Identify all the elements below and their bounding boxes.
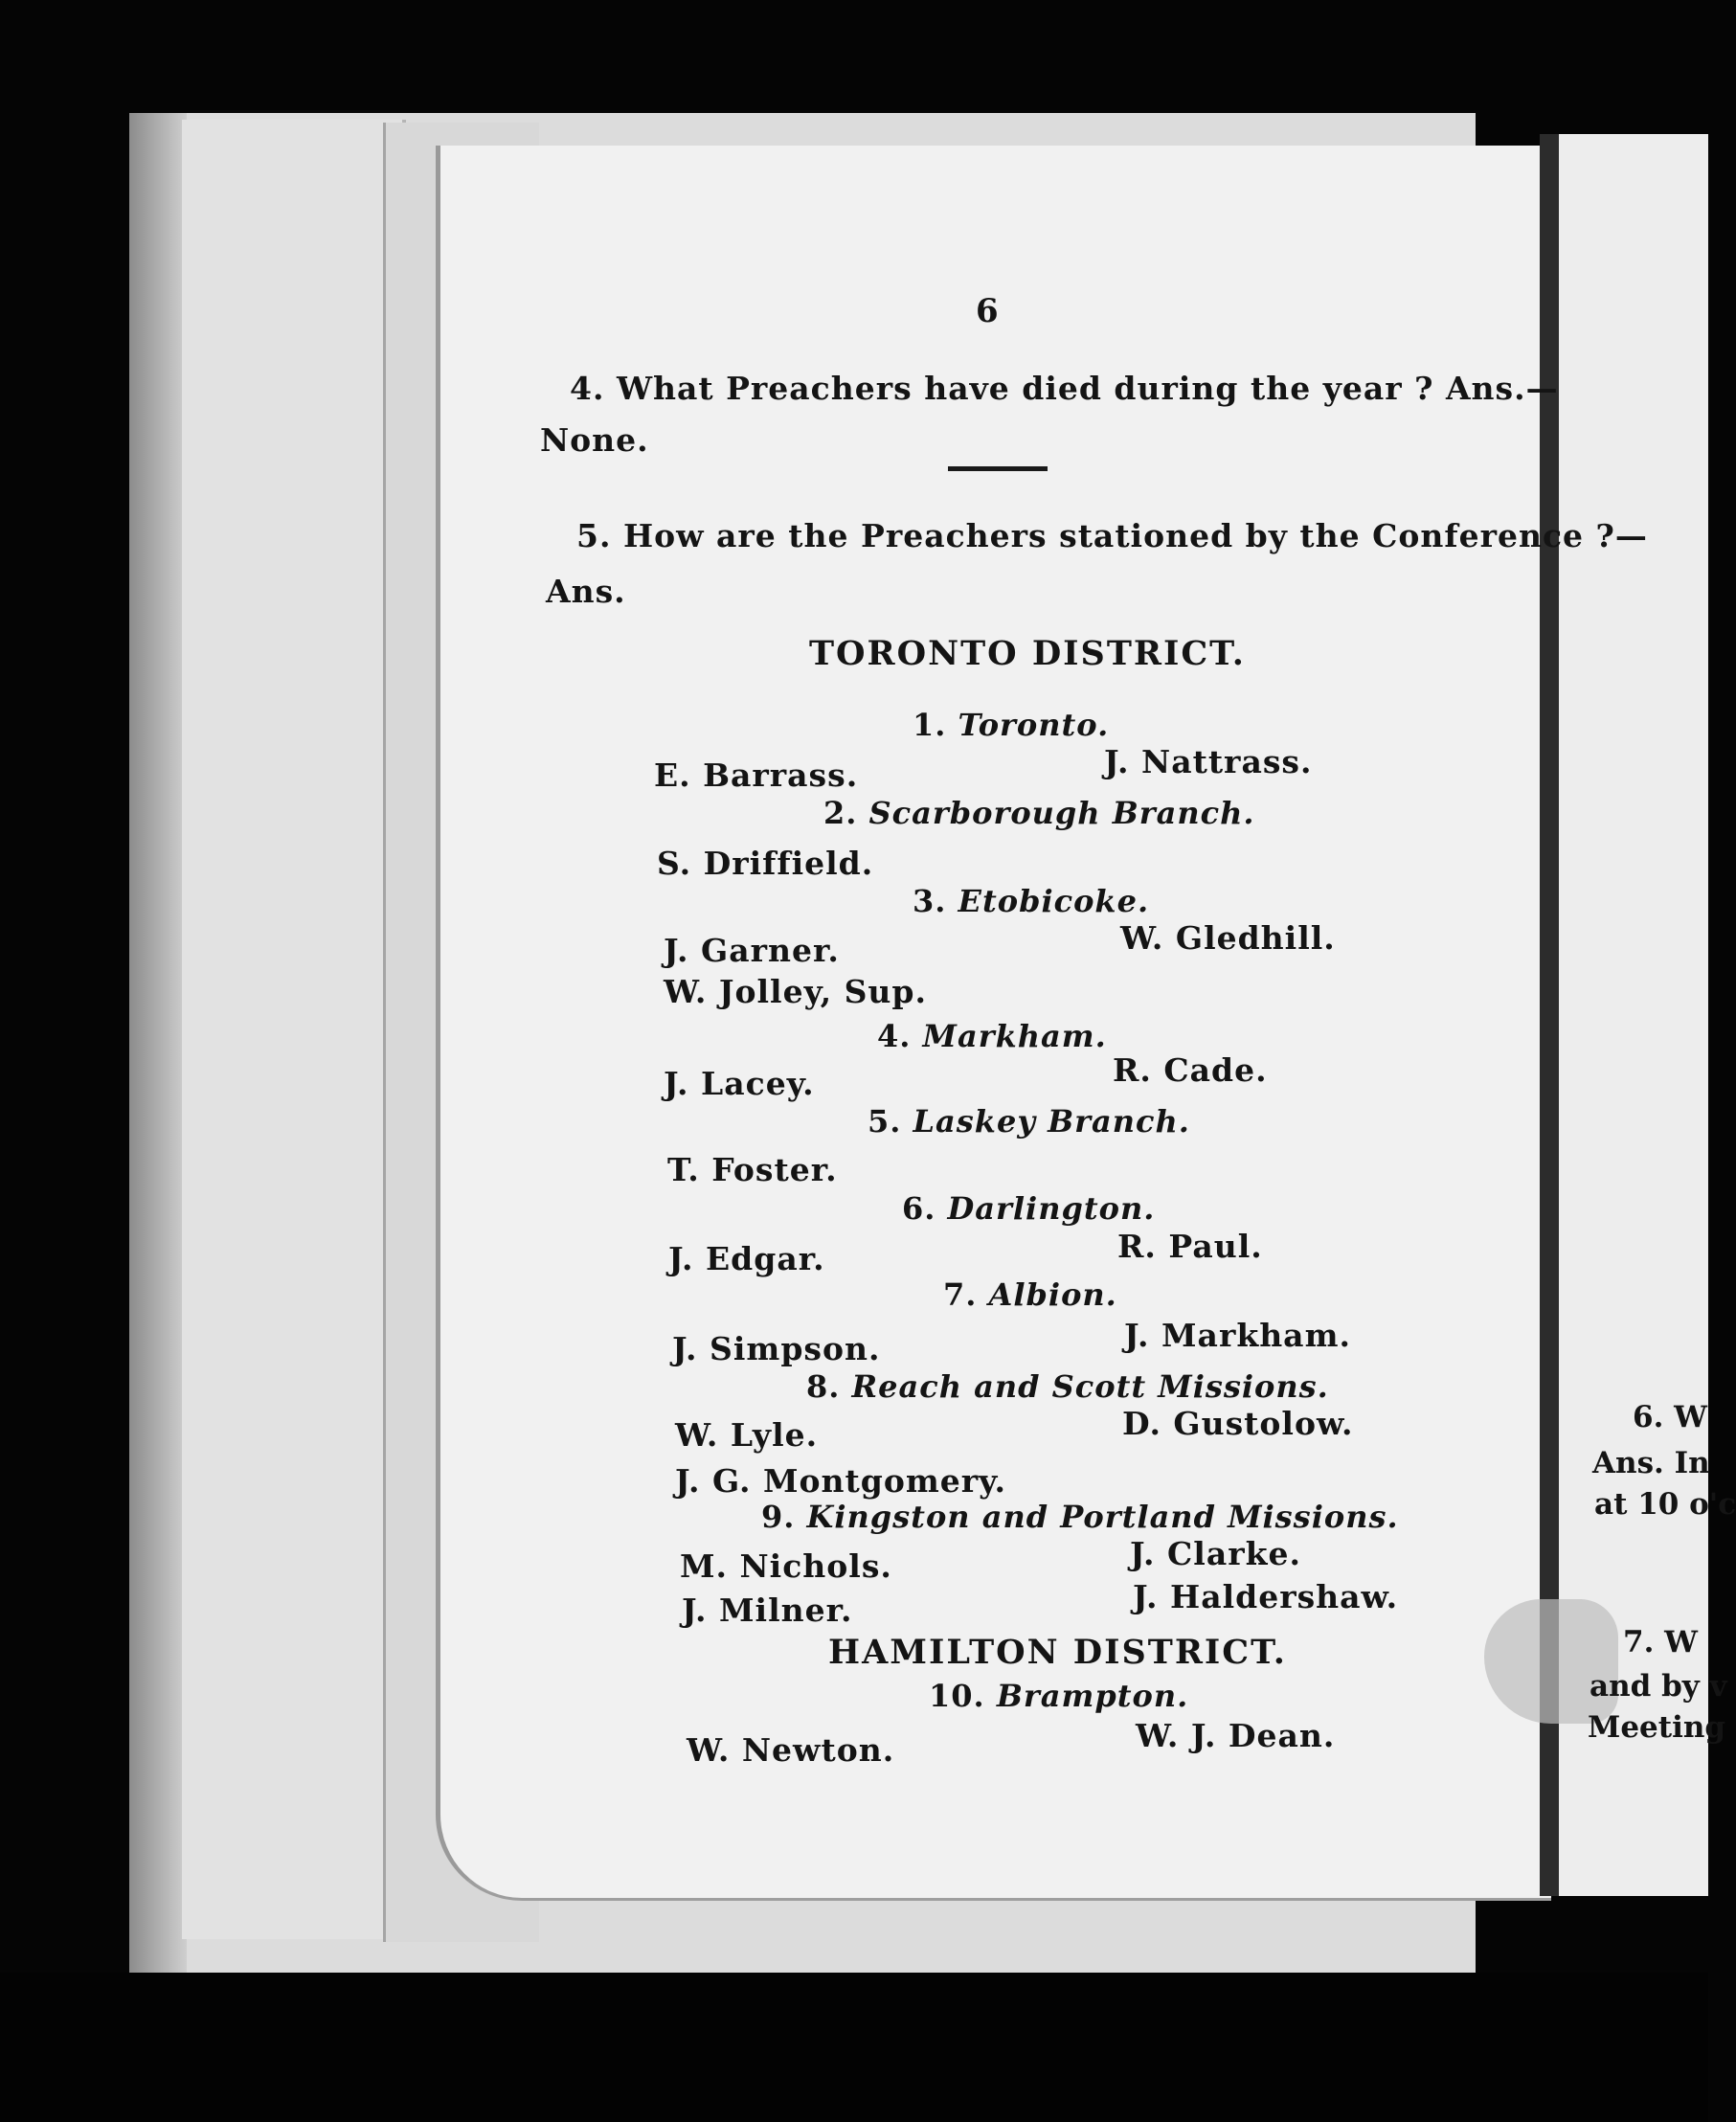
- circuit-name: Scarborough Branch.: [868, 795, 1255, 831]
- preacher-name: J. Nattrass.: [1104, 743, 1313, 780]
- underlying-page-edge: [182, 120, 406, 1939]
- question-5-line-2: Ans.: [546, 573, 626, 610]
- question-5-line-1: 5. How are the Preachers stationed by the Conference ?—: [576, 517, 1648, 554]
- circuit-number: 10.: [929, 1678, 985, 1714]
- district-heading-hamilton: HAMILTON DISTRICT.: [828, 1633, 1287, 1672]
- question-4-line-1: 4. What Preachers have died during the year ? Ans.—: [570, 370, 1559, 407]
- circuit-number: 8.: [806, 1368, 841, 1405]
- scan-border: [0, 1973, 1708, 2122]
- preacher-name: J. Simpson.: [672, 1330, 881, 1367]
- right-page-fragment: 7. W: [1623, 1625, 1698, 1659]
- circuit-name: Darlington.: [947, 1190, 1156, 1227]
- circuit-heading: [913, 707, 1109, 743]
- circuit-number: 2.: [823, 795, 858, 831]
- preacher-name: S. Driffield.: [657, 845, 874, 882]
- circuit-heading: [913, 883, 1149, 919]
- preacher-name: E. Barrass.: [654, 756, 859, 794]
- preacher-name: D. Gustolow.: [1122, 1405, 1354, 1442]
- right-page-fragment: 6. W: [1633, 1400, 1707, 1434]
- circuit-number: 4.: [877, 1018, 912, 1054]
- circuit-name: Laskey Branch.: [913, 1103, 1190, 1140]
- circuit-number: 6.: [902, 1190, 936, 1227]
- preacher-name: T. Foster.: [667, 1151, 838, 1188]
- stain-mark: [1484, 1599, 1618, 1724]
- right-page-fragment: Ans. In: [1592, 1446, 1710, 1480]
- page-number: 6: [976, 292, 999, 330]
- preacher-name: J. Markham.: [1124, 1317, 1351, 1354]
- circuit-heading: [943, 1276, 1117, 1313]
- circuit-name: Etobicoke.: [958, 883, 1150, 919]
- circuit-name: Brampton.: [996, 1678, 1189, 1714]
- preacher-name: W. Lyle.: [675, 1416, 819, 1454]
- circuit-heading: [868, 1103, 1190, 1140]
- circuit-heading: [761, 1499, 1399, 1535]
- preacher-name: W. Newton.: [687, 1731, 895, 1769]
- preacher-name: J. Haldershaw.: [1133, 1578, 1399, 1615]
- preacher-name: R. Cade.: [1113, 1051, 1268, 1089]
- preacher-name: J. Clarke.: [1130, 1535, 1301, 1572]
- circuit-heading: [806, 1368, 1329, 1405]
- circuit-heading: [877, 1018, 1107, 1054]
- circuit-number: 9.: [761, 1499, 796, 1535]
- circuit-heading: [902, 1190, 1155, 1227]
- circuit-heading: [929, 1678, 1188, 1714]
- circuit-number: 3.: [913, 883, 947, 919]
- preacher-name: R. Paul.: [1117, 1228, 1263, 1265]
- preacher-name: W. Gledhill.: [1120, 919, 1336, 957]
- question-4-line-2: None.: [540, 421, 649, 459]
- preacher-name: W. J. Dean.: [1136, 1717, 1336, 1754]
- preacher-name: W. Jolley, Sup.: [664, 973, 927, 1010]
- right-page-fragment: at 10 o'c: [1594, 1487, 1736, 1522]
- section-divider: [948, 466, 1048, 471]
- right-page-fragment: and by v: [1589, 1669, 1727, 1704]
- circuit-name: Toronto.: [958, 707, 1110, 743]
- circuit-name: Kingston and Portland Missions.: [806, 1499, 1399, 1535]
- circuit-name: Reach and Scott Missions.: [851, 1368, 1329, 1405]
- circuit-name: Markham.: [922, 1018, 1107, 1054]
- preacher-name: J. Edgar.: [668, 1240, 825, 1277]
- back-page-shadow: [129, 113, 187, 2009]
- circuit-number: 1.: [913, 707, 947, 743]
- right-page-fragment: Meeting: [1588, 1710, 1726, 1745]
- preacher-name: J. Milner.: [682, 1592, 853, 1629]
- district-heading-toronto: TORONTO DISTRICT.: [809, 634, 1246, 673]
- circuit-number: 5.: [868, 1103, 902, 1140]
- preacher-name: J. Lacey.: [664, 1065, 815, 1102]
- circuit-name: Albion.: [988, 1276, 1117, 1313]
- preacher-name: J. Garner.: [664, 932, 840, 969]
- circuit-heading: [823, 795, 1255, 831]
- circuit-number: 7.: [943, 1276, 978, 1313]
- preacher-name: J. G. Montgomery.: [675, 1462, 1007, 1500]
- preacher-name: M. Nichols.: [680, 1547, 892, 1585]
